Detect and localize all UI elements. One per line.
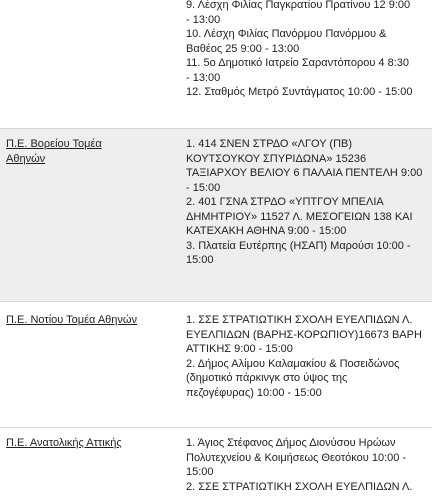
region-cell [0,302,180,427]
region-link-north-athens[interactable]: Π.Ε. Βορείου Τομέα Αθηνών [6,138,102,165]
list-item: 9. Λέσχη Φιλίας Παγκρατίου Πρατίνου 12 9:00 - 13:00 [186,0,411,26]
list-item: 2. 401 ΓΣΝΑ ΣΤΡΔΟ «ΥΠΤΓΟΥ ΜΠΕΛΙΑ ΔΗΜΗΤΡΙΟΥ» 11527 Λ. ΜΕΣΟΓΕΙΩΝ 138 ΚΑΙ ΚΑΤΕΧΑΚΗ ΑΘΗΝΑ 9:00 - 15:00 [186,196,413,237]
region-link-south-athens[interactable]: Π.Ε. Νοτίου Τομέα Αθηνών [6,314,137,326]
table-row [0,0,432,128]
locations-cell [180,129,432,301]
table-row [0,427,432,500]
list-item: 12. Σταθμός Μετρό Συντάγματος 10:00 - 15:00 [186,86,413,98]
list-item: 1. 414 ΣΝΕΝ ΣΤΡΔΟ «ΛΓΟΥ (ΠΒ) ΚΟΥΤΣΟΥΚΟΥ ΣΠΥΡΙΔΩΝΑ» 15236 ΤΑΞΙΑΡΧΟΥ ΒΕΛΙΟΥ 6 ΠΑΛΑΙΑ ΠΕΝΤΕΛΗ 9:00 - 15:00 [186,138,423,194]
locations-cell [180,302,432,427]
region-cell [0,129,180,301]
list-item: 1. ΣΣΕ ΣΤΡΑΤΙΩΤΙΚΗ ΣΧΟΛΗ ΕΥΕΛΠΙΔΩΝ Λ. ΕΥΕΛΠΙΔΩΝ (ΒΑΡΗΣ-ΚΟΡΩΠΙΟΥ)16673 ΒΑΡΗ ΑΤΤΙΚΗΣ 9:00 - 15:00 [186,314,422,355]
region-cell [0,428,180,500]
list-item: 11. 5ο Δημοτικό Ιατρείο Σαραντόπορου 4 8:30 - 13:00 [186,57,410,84]
list-item: 2. Δήμος Αλίμου Καλαμακίου & Ποσειδώνος (δημοτικό πάρκινγκ στο ύψος της πεζογέφυρας) 10:00 - 15:00 [186,357,400,399]
table-row [0,128,432,301]
locations-cell [180,0,432,128]
list-item: 3. Πλατεία Ευτέρπης (ΗΣΑΠ) Μαρούσι 10:00 - 15:00 [186,239,411,266]
region-cell [0,0,180,128]
locations-cell [180,428,432,500]
list-item: 1. Άγιος Στέφανος Δήμος Διονύσου Ηρώων Πολυτεχνείου & Κοιμήσεως Θεοτόκου 10:00 - 15:00 [186,437,407,478]
region-link-east-attica[interactable]: Π.Ε. Ανατολικής Αττικής [6,437,122,449]
list-item: 2. ΣΣΕ ΣΤΡΑΤΙΩΤΙΚΗ ΣΧΟΛΗ ΕΥΕΛΠΙΔΩΝ Λ. [186,480,413,493]
table-row [0,301,432,427]
list-item: 10. Λέσχη Φιλίας Πανόρμου Πανόρμου & Βαθέος 25 9:00 - 13:00 [186,28,387,55]
